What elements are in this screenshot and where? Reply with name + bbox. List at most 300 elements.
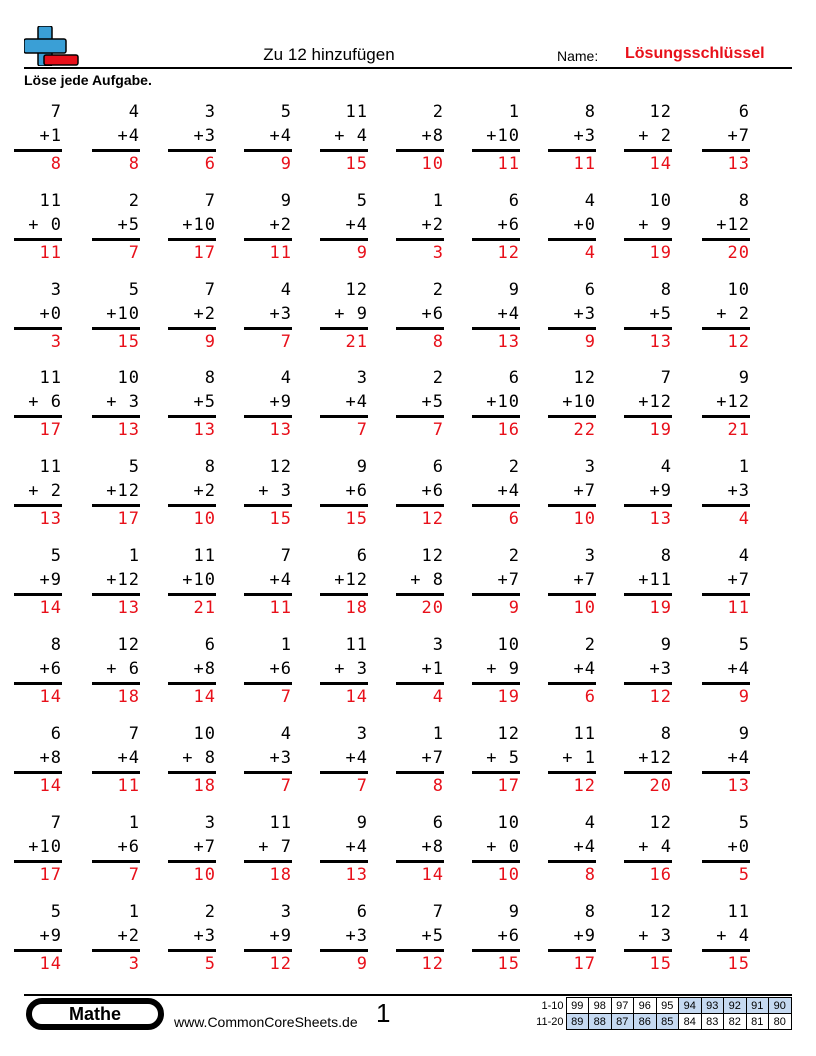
problem-top-number: 11 [727, 902, 750, 922]
problem-addend: +7 [727, 570, 750, 590]
problem-top-number: 11 [562, 724, 596, 744]
problem-addend: +6 [421, 481, 444, 501]
problem-answer: 13 [649, 509, 672, 529]
problem-answer: 8 [421, 332, 444, 352]
problem-top-number: 3 [345, 368, 368, 388]
problem-answer: 9 [727, 687, 750, 707]
problem-top-number: 11 [182, 546, 216, 566]
score-cell: 97 [611, 998, 634, 1014]
problem-answer: 17 [106, 509, 140, 529]
problem-answer: 20 [638, 776, 672, 796]
problem-top-number: 7 [193, 191, 216, 211]
problem-addend: +3 [269, 304, 292, 324]
problem [548, 633, 596, 709]
problem [702, 900, 750, 976]
worksheet-title: Zu 12 hinzufügen [263, 45, 395, 64]
problem-top-number: 12 [258, 457, 292, 477]
problem [396, 900, 444, 976]
problem-addend: +2 [193, 481, 216, 501]
problem-top-number: 2 [421, 280, 444, 300]
problem-answer: 10 [421, 154, 444, 174]
problem [168, 366, 216, 442]
problem [624, 278, 672, 354]
problem-top-number: 9 [727, 724, 750, 744]
problem-top-number: 11 [28, 191, 62, 211]
problem [320, 189, 368, 265]
problem-answer: 14 [421, 865, 444, 885]
problem [624, 366, 672, 442]
problem-answer: 15 [638, 954, 672, 974]
problem-answer: 22 [562, 420, 596, 440]
problem [472, 455, 520, 531]
problem-addend: + 9 [334, 304, 368, 324]
problem-top-number: 7 [117, 724, 140, 744]
name-label: Name: [557, 48, 599, 64]
problem-top-number: 4 [573, 191, 596, 211]
problem-answer: 11 [269, 243, 292, 263]
problem-answer: 14 [193, 687, 216, 707]
problem [548, 455, 596, 531]
problem-answer: 18 [106, 687, 140, 707]
problem-answer: 5 [727, 865, 750, 885]
problem-addend: +6 [421, 304, 444, 324]
problem [396, 722, 444, 798]
problem-addend: + 3 [638, 926, 672, 946]
problem-answer: 4 [421, 687, 444, 707]
problem-addend: +4 [345, 748, 368, 768]
problem-top-number: 5 [269, 102, 292, 122]
problem-top-number: 1 [269, 635, 292, 655]
problem-addend: +10 [28, 837, 62, 857]
problem-addend: + 6 [28, 392, 62, 412]
problem-answer: 10 [573, 598, 596, 618]
problem-answer: 9 [269, 154, 292, 174]
problem-addend: +3 [193, 126, 216, 146]
problem [14, 278, 62, 354]
problem [14, 366, 62, 442]
problem-answer: 13 [497, 332, 520, 352]
problem-answer: 11 [727, 598, 750, 618]
problem-answer: 7 [421, 420, 444, 440]
problem-top-number: 6 [345, 546, 368, 566]
problem-top-number: 4 [269, 368, 292, 388]
problem-answer: 8 [117, 154, 140, 174]
problem-addend: +3 [193, 926, 216, 946]
score-cell: 91 [746, 998, 769, 1014]
problem [92, 278, 140, 354]
problem [14, 633, 62, 709]
problem [168, 544, 216, 620]
problem-addend: +8 [421, 126, 444, 146]
problem-addend: +4 [117, 748, 140, 768]
problem-addend: +4 [727, 659, 750, 679]
problem-top-number: 10 [497, 635, 520, 655]
problem-answer: 14 [638, 154, 672, 174]
problem-answer: 21 [334, 332, 368, 352]
problem-top-number: 9 [727, 368, 750, 388]
problem [624, 811, 672, 887]
problem-answer: 3 [117, 954, 140, 974]
problem-answer: 6 [497, 509, 520, 529]
problem-top-number: 3 [345, 724, 368, 744]
problem [168, 189, 216, 265]
problem-addend: +12 [106, 481, 140, 501]
problem-addend: +10 [182, 215, 216, 235]
problem-answer: 10 [182, 509, 216, 529]
problem-answer: 21 [182, 598, 216, 618]
problem-addend: + 0 [28, 215, 62, 235]
problem-addend: +0 [727, 837, 750, 857]
problem-answer: 9 [573, 332, 596, 352]
problem-answer: 8 [421, 776, 444, 796]
problem-top-number: 7 [649, 368, 672, 388]
problem-answer: 16 [638, 865, 672, 885]
problem-top-number: 4 [649, 457, 672, 477]
problem-top-number: 10 [106, 368, 140, 388]
problem [14, 722, 62, 798]
problem-answer: 19 [638, 420, 672, 440]
problem [168, 722, 216, 798]
problem [472, 811, 520, 887]
problem-addend: + 8 [182, 748, 216, 768]
problem-top-number: 10 [497, 813, 520, 833]
problem-top-number: 2 [421, 102, 444, 122]
problem-answer: 13 [106, 598, 140, 618]
problem-top-number: 12 [497, 724, 520, 744]
problem-top-number: 2 [193, 902, 216, 922]
problem-addend: +6 [497, 926, 520, 946]
problem [624, 900, 672, 976]
problem-top-number: 7 [193, 280, 216, 300]
problem-top-number: 4 [117, 102, 140, 122]
problem-addend: +4 [345, 215, 368, 235]
problem [320, 455, 368, 531]
problem-top-number: 8 [727, 191, 750, 211]
problem-top-number: 5 [727, 813, 750, 833]
problem-addend: +2 [117, 926, 140, 946]
problem-top-number: 6 [727, 102, 750, 122]
problem-top-number: 9 [269, 191, 292, 211]
problem-answer: 12 [269, 954, 292, 974]
problem [548, 100, 596, 176]
problem [168, 633, 216, 709]
problem-addend: + 4 [638, 837, 672, 857]
problem-top-number: 8 [193, 368, 216, 388]
problem [244, 100, 292, 176]
problem-top-number: 11 [28, 368, 62, 388]
problem-top-number: 3 [573, 546, 596, 566]
problem-top-number: 6 [39, 724, 62, 744]
problem-addend: +12 [638, 748, 672, 768]
problem-top-number: 6 [497, 368, 520, 388]
problem-top-number: 1 [117, 546, 140, 566]
problem-addend: +10 [106, 304, 140, 324]
problem-top-number: 1 [497, 102, 520, 122]
score-cell: 99 [566, 998, 589, 1014]
problem-answer: 19 [638, 243, 672, 263]
problem-answer: 12 [421, 509, 444, 529]
problem-answer: 13 [345, 865, 368, 885]
problem [244, 366, 292, 442]
plus-minus-logo-icon [24, 26, 80, 66]
problem [244, 278, 292, 354]
problem-answer: 11 [573, 154, 596, 174]
page-number: 1 [376, 998, 391, 1028]
score-cell: 88 [589, 1014, 612, 1030]
problem [244, 189, 292, 265]
score-table [528, 997, 792, 1030]
problem-addend: +12 [638, 392, 672, 412]
problem-top-number: 9 [649, 635, 672, 655]
problem [548, 366, 596, 442]
problem-top-number: 8 [573, 902, 596, 922]
problem [624, 189, 672, 265]
problem [320, 722, 368, 798]
problem [320, 544, 368, 620]
problem-answer: 13 [649, 332, 672, 352]
problem-addend: +4 [269, 570, 292, 590]
problem-top-number: 5 [727, 635, 750, 655]
problem [320, 900, 368, 976]
problem-top-number: 1 [117, 902, 140, 922]
instructions: Löse jede Aufgabe. [24, 72, 152, 88]
subject-badge: Mathe [26, 998, 164, 1030]
problem-top-number: 7 [269, 546, 292, 566]
problem-addend: +7 [193, 837, 216, 857]
problem-answer: 13 [269, 420, 292, 440]
problem [14, 455, 62, 531]
problem-top-number: 12 [573, 368, 596, 388]
problem-answer: 11 [117, 776, 140, 796]
problem-top-number: 3 [39, 280, 62, 300]
problem-addend: + 4 [716, 926, 750, 946]
score-row-label: 1-10 [541, 999, 564, 1012]
problem-answer: 5 [193, 954, 216, 974]
problem-answer: 21 [716, 420, 750, 440]
problem [168, 278, 216, 354]
problem-answer: 19 [486, 687, 520, 707]
problem-answer: 15 [345, 509, 368, 529]
problem-addend: +3 [345, 926, 368, 946]
problem-top-number: 11 [334, 102, 368, 122]
problem-answer: 4 [573, 243, 596, 263]
problem [624, 100, 672, 176]
problem [168, 455, 216, 531]
problem-top-number: 5 [117, 280, 140, 300]
problem-addend: +4 [727, 748, 750, 768]
problem-answer: 3 [39, 332, 62, 352]
problem-top-number: 1 [727, 457, 750, 477]
problem-addend: +3 [727, 481, 750, 501]
problem-answer: 7 [117, 243, 140, 263]
problem-addend: +2 [421, 215, 444, 235]
problem-answer: 19 [638, 598, 672, 618]
problem-addend: + 2 [638, 126, 672, 146]
problem-answer: 7 [269, 776, 292, 796]
problem-answer: 6 [573, 687, 596, 707]
problem [702, 278, 750, 354]
problem-answer: 17 [573, 954, 596, 974]
website-url: www.CommonCoreSheets.de [174, 1014, 358, 1030]
problem-addend: +6 [345, 481, 368, 501]
score-cell: 94 [679, 998, 702, 1014]
problem-answer: 17 [486, 776, 520, 796]
problem-top-number: 7 [39, 813, 62, 833]
problem-addend: +8 [39, 748, 62, 768]
problem-top-number: 6 [497, 191, 520, 211]
problem-addend: + 6 [106, 659, 140, 679]
problem-answer: 7 [269, 687, 292, 707]
problem-answer: 12 [421, 954, 444, 974]
problem [168, 811, 216, 887]
problem-top-number: 11 [258, 813, 292, 833]
problem-answer: 10 [486, 865, 520, 885]
problem-addend: + 3 [334, 659, 368, 679]
problem-top-number: 4 [573, 813, 596, 833]
score-cell: 92 [724, 998, 747, 1014]
problem-answer: 20 [410, 598, 444, 618]
problem [548, 811, 596, 887]
score-cell: 80 [769, 1014, 792, 1030]
problem [92, 633, 140, 709]
problem [396, 100, 444, 176]
problem-answer: 4 [727, 509, 750, 529]
problem [702, 189, 750, 265]
problem-top-number: 12 [649, 813, 672, 833]
problem [472, 278, 520, 354]
problem-answer: 20 [716, 243, 750, 263]
problem-answer: 15 [258, 509, 292, 529]
problem [320, 100, 368, 176]
problem-addend: +9 [269, 926, 292, 946]
problem-answer: 18 [334, 598, 368, 618]
problem [396, 455, 444, 531]
problem-top-number: 2 [497, 546, 520, 566]
problem-addend: +4 [573, 837, 596, 857]
problem-addend: + 4 [334, 126, 368, 146]
problem-top-number: 6 [573, 280, 596, 300]
problem [472, 900, 520, 976]
problem-addend: +9 [649, 481, 672, 501]
problem [548, 900, 596, 976]
problem-top-number: 8 [649, 280, 672, 300]
problem-top-number: 11 [334, 635, 368, 655]
problem-answer: 8 [39, 154, 62, 174]
problem-addend: + 5 [486, 748, 520, 768]
problem-addend: +9 [269, 392, 292, 412]
problem-addend: +8 [193, 659, 216, 679]
problem-addend: + 9 [486, 659, 520, 679]
score-cell: 83 [701, 1014, 724, 1030]
problem-addend: + 3 [258, 481, 292, 501]
problem-top-number: 8 [193, 457, 216, 477]
problem-answer: 9 [345, 954, 368, 974]
problem-addend: +11 [638, 570, 672, 590]
problem [92, 544, 140, 620]
problem-answer: 13 [28, 509, 62, 529]
problem-addend: +4 [345, 837, 368, 857]
score-cell: 82 [724, 1014, 747, 1030]
problem-answer: 7 [269, 332, 292, 352]
score-cell: 96 [634, 998, 657, 1014]
problem-top-number: 9 [345, 813, 368, 833]
score-row [528, 998, 791, 1014]
problem-top-number: 9 [497, 902, 520, 922]
problem [320, 633, 368, 709]
problem-answer: 14 [39, 598, 62, 618]
problem [396, 811, 444, 887]
problem-answer: 14 [39, 687, 62, 707]
problem-top-number: 6 [421, 457, 444, 477]
problem-top-number: 3 [269, 902, 292, 922]
problem-top-number: 5 [39, 546, 62, 566]
problem-addend: +9 [39, 570, 62, 590]
problem-answer: 9 [193, 332, 216, 352]
problem-addend: +4 [573, 659, 596, 679]
problem [14, 811, 62, 887]
problem-addend: + 3 [106, 392, 140, 412]
problem-top-number: 3 [193, 813, 216, 833]
problem-addend: +1 [39, 126, 62, 146]
problem-answer: 15 [106, 332, 140, 352]
problem [92, 100, 140, 176]
problem-addend: + 2 [716, 304, 750, 324]
problem [92, 189, 140, 265]
problem [624, 544, 672, 620]
problem [92, 811, 140, 887]
problem-top-number: 4 [269, 280, 292, 300]
problem-top-number: 12 [334, 280, 368, 300]
problem [472, 544, 520, 620]
problem-addend: +4 [497, 481, 520, 501]
problem [244, 633, 292, 709]
problem-answer: 15 [334, 154, 368, 174]
problem-answer: 18 [182, 776, 216, 796]
problem-top-number: 8 [649, 546, 672, 566]
problem-answer: 17 [182, 243, 216, 263]
problem-top-number: 3 [193, 102, 216, 122]
problem-addend: +3 [269, 748, 292, 768]
problem [472, 633, 520, 709]
problem-answer: 11 [28, 243, 62, 263]
problem [548, 278, 596, 354]
problem-top-number: 1 [117, 813, 140, 833]
problem-addend: +3 [573, 304, 596, 324]
problem-top-number: 12 [106, 635, 140, 655]
problem-answer: 7 [345, 420, 368, 440]
problem [472, 189, 520, 265]
problem-addend: +4 [117, 126, 140, 146]
problem-addend: +12 [716, 392, 750, 412]
problem [624, 455, 672, 531]
problem-addend: +7 [421, 748, 444, 768]
problem-addend: +10 [562, 392, 596, 412]
problem [14, 189, 62, 265]
problem-addend: +7 [727, 126, 750, 146]
problem-addend: +4 [269, 126, 292, 146]
problem [320, 811, 368, 887]
score-cell: 90 [769, 998, 792, 1014]
problem-top-number: 11 [28, 457, 62, 477]
problem [244, 811, 292, 887]
problem [548, 189, 596, 265]
problem [92, 900, 140, 976]
score-cell: 95 [656, 998, 679, 1014]
problem-addend: +12 [716, 215, 750, 235]
problem-addend: +12 [106, 570, 140, 590]
problem [702, 366, 750, 442]
problem [624, 722, 672, 798]
